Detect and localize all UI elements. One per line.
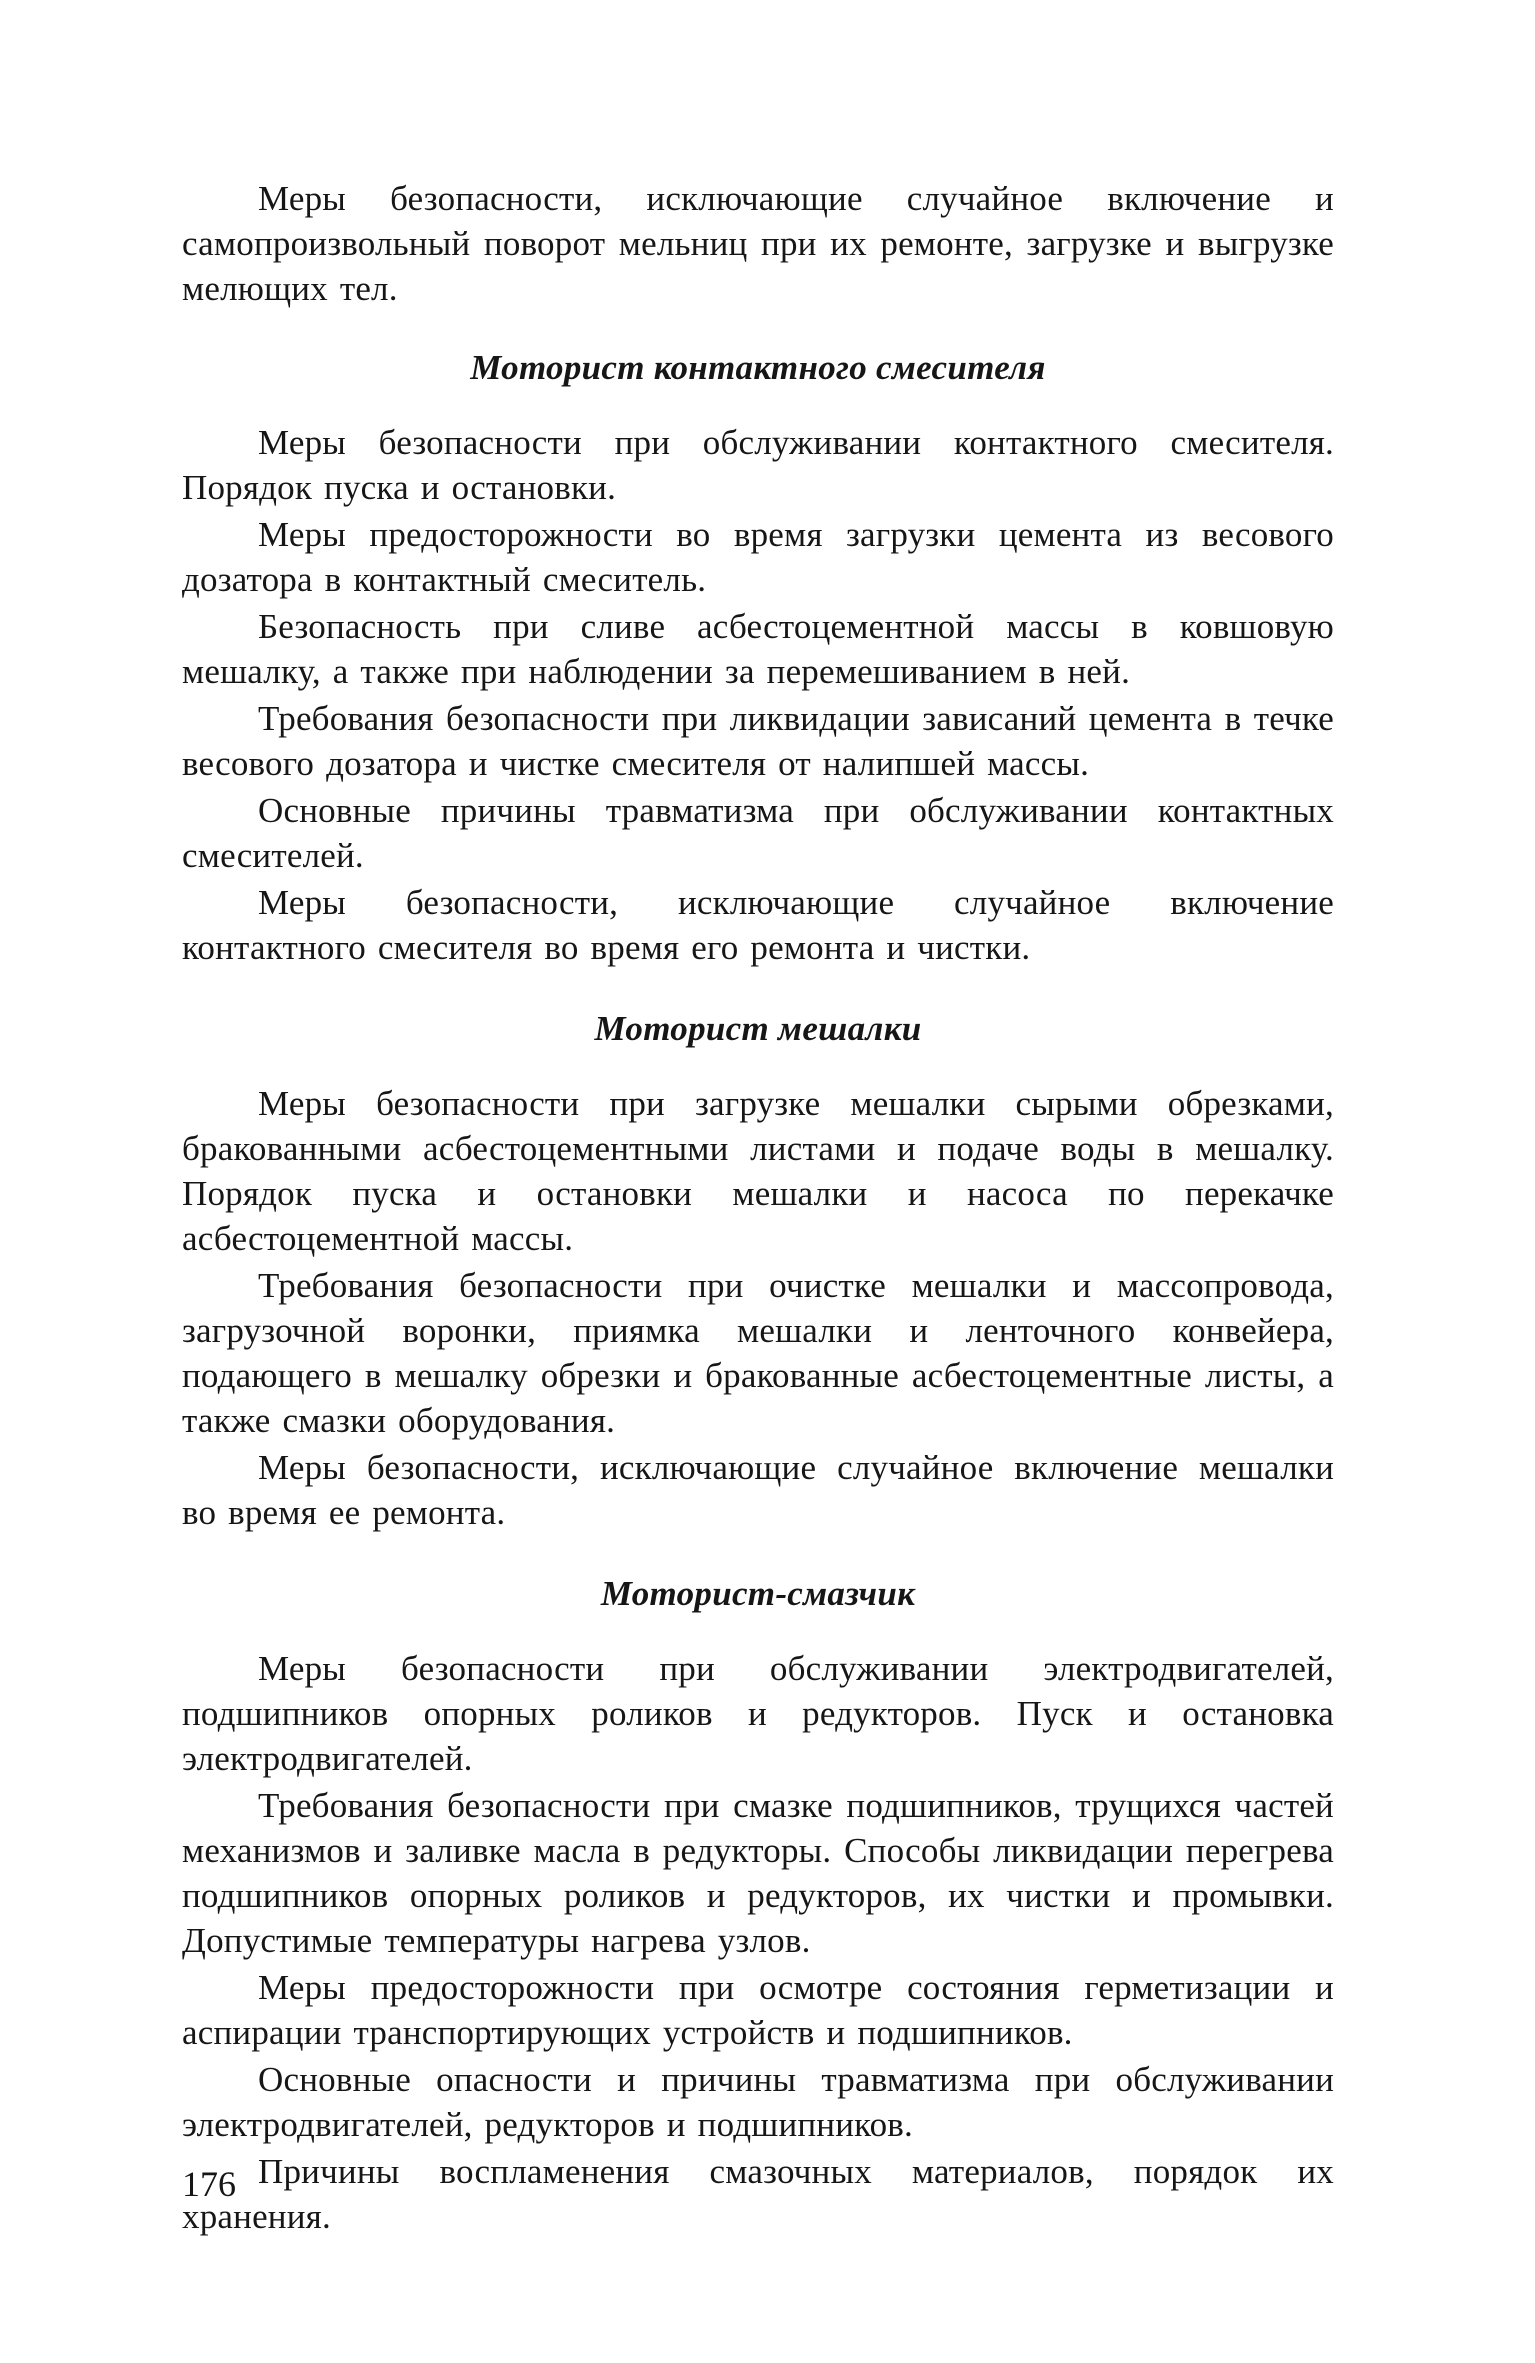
section-paragraph: Меры безопасности при загрузке мешалки сырыми обрезками, бракованными асбестоцементными листами и подаче воды в мешалку. Порядок пуска и остановки мешалки и насоса по перекачке асбестоцементной массы. [182,1084,1334,1258]
section-paragraph: Требования безопасности при смазке подшипников, трущихся частей механизмов и заливке масла в редукторы. Способы ликвидации перегрева подшипников опорных роликов и редукторов, их чистки и промывки. Допустимые температуры нагрева узлов. [182,1786,1334,1960]
section-paragraph: Основные причины травматизма при обслуживании контактных смесителей. [182,791,1334,875]
section-paragraph: Меры безопасности, исключающие случайное включение контактного смесителя во время его ремонта и чистки. [182,883,1334,967]
section-paragraph: Причины воспламенения смазочных материалов, порядок их хранения. [182,2152,1334,2236]
intro-paragraph: Меры безопасности, исключающие случайное включение и самопроизвольный поворот мельниц при их ремонте, загрузке и выгрузке мелющих тел. [182,179,1334,308]
section-title-lubricator-operator: Моторист-смазчик [600,1574,916,1613]
section-paragraph: Требования безопасности при очистке мешалки и массопровода, загрузочной воронки, приямка мешалки и ленточного конвейера, подающего в мешалку обрезки и бракованные асбестоцементные листы, а также смазки оборудования. [182,1266,1334,1440]
page-body [182,176,1334,2239]
page-number: 176 [182,2164,236,2204]
section-paragraph: Требования безопасности при ликвидации зависаний цемента в течке весового дозатора и чистке смесителя от налипшей массы. [182,699,1334,783]
section-paragraph: Меры безопасности, исключающие случайное включение мешалки во время ее ремонта. [182,1448,1334,1532]
section-paragraph: Меры предосторожности во время загрузки цемента из весового дозатора в контактный смеситель. [182,515,1334,599]
section-title-mixer-operator: Моторист мешалки [594,1009,922,1048]
section-paragraph: Безопасность при сливе асбестоцементной массы в ковшовую мешалку, а также при наблюдении за перемешиванием в ней. [182,607,1334,691]
section-paragraph: Основные опасности и причины травматизма при обслуживании электродвигателей, редукторов и подшипников. [182,2060,1334,2144]
section-paragraph: Меры безопасности при обслуживании электродвигателей, подшипников опорных роликов и редукторов. Пуск и остановка электродвигателей. [182,1649,1334,1778]
section-paragraph: Меры безопасности при обслуживании контактного смесителя. Порядок пуска и остановки. [182,423,1334,507]
section-paragraph: Меры предосторожности при осмотре состояния герметизации и аспирации транспортирующих устройств и подшипников. [182,1968,1334,2052]
section-title-contact-mixer-operator: Моторист контактного смесителя [470,348,1046,387]
